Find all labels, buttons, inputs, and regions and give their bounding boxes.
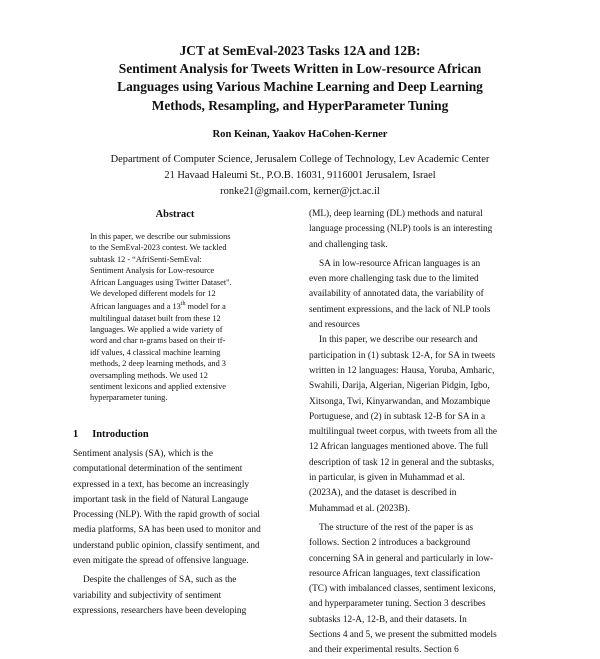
text-line: Swahili, Darija, Algerian, Nigerian Pidgin, Igbo, <box>309 381 490 392</box>
text-line: Xitsonga, Twi, Kinyarwandan, and Mozambique <box>309 396 491 407</box>
text-line: written in 12 languages: Hausa, Yoruba, Amharic, <box>309 365 495 376</box>
abstract-line: word and char n-grams based on their tf- <box>90 336 226 346</box>
section-heading-introduction <box>73 429 163 440</box>
abstract-line: oversampling methods. We used 12 <box>90 370 208 380</box>
text-line: variability and subjectivity of sentiment <box>73 590 222 601</box>
abstract-line: In this paper, we describe our submissions <box>90 232 231 241</box>
text-line: even more challenging task due to the limited <box>309 274 479 285</box>
text-line: language processing (NLP) tools is an interesting <box>309 224 493 235</box>
abstract-line: to the SemEval-2023 contest. We tackled <box>90 243 227 253</box>
text-line: expressed in a text, has become an increasingly <box>73 479 250 490</box>
text-line: computational determination of the sentiment <box>73 464 243 475</box>
text-line: Processing (NLP). With the rapid growth of social <box>73 510 260 521</box>
abstract-line: sentiment lexicons and applied extensive <box>90 382 226 392</box>
text-line: Sentiment analysis (SA), which is the <box>73 449 213 459</box>
text-line: expressions, researchers have been developing <box>73 605 247 616</box>
text-line: In this paper, we describe our research and <box>319 335 478 346</box>
title-line: JCT at SemEval-2023 Tasks 12A and 12B: <box>179 43 421 58</box>
text-line: multilingual tweet corpus, with tweets from all the <box>309 427 497 438</box>
text-line: 12 African languages mentioned above. The full <box>309 442 489 453</box>
abstract-line-part: model for a <box>185 302 226 312</box>
text-line: in particular, is given in Muhammad et al. <box>309 473 465 484</box>
abstract-line: idf values, 4 classical machine learning <box>90 347 221 357</box>
text-line: (TC) with imbalanced classes, sentiment lexicons, <box>309 584 496 595</box>
text-line: Despite the challenges of SA, such as the <box>83 575 237 586</box>
authors: Ron Keinan, Yaakov HaCohen-Kerner <box>212 129 388 140</box>
abstract-line: multilingual dataset built from these 12 <box>90 313 221 323</box>
affiliation-line: Department of Computer Science, Jerusalem College of Technology, Lev Academic Center <box>110 154 490 165</box>
text-line: description of task 12 in general and the subtasks, <box>309 457 495 468</box>
text-line: The structure of the rest of the paper is as <box>319 522 474 533</box>
abstract-line: African Languages using Twitter Dataset". <box>90 277 232 287</box>
text-line: understand public opinion, classify sentiment, and <box>73 540 260 551</box>
text-line: resource African languages, text classification <box>309 568 481 579</box>
ordinal-suffix: th <box>180 301 186 308</box>
text-line: even mitigate the spread of offensive language. <box>73 556 249 567</box>
text-line: media platforms, SA has been used to monitor and <box>73 525 261 536</box>
abstract-line: hyperparameter tuning. <box>90 393 168 403</box>
abstract-heading: Abstract <box>155 209 195 220</box>
text-line: and resources <box>309 320 360 331</box>
left-column-text <box>73 447 293 619</box>
email-line: ronke21@gmail.com, kerner@jct.ac.il <box>220 185 380 197</box>
text-line: sentiment expressions, and the lack of NLP tools <box>309 304 491 315</box>
text-line: availability of annotated data, the variability of <box>309 289 484 300</box>
abstract-body <box>90 231 261 404</box>
affiliation <box>40 152 560 199</box>
abstract-line <box>90 299 261 312</box>
abstract-line-part: African languages and a 13 <box>90 302 181 312</box>
text-line: and challenging task. <box>309 239 388 250</box>
section-title: Introduction <box>92 429 149 440</box>
section-number: 1 <box>73 429 79 440</box>
text-line: Muhammad et al. (2023B). <box>309 503 410 514</box>
text-line: follows. Section 2 introduces a background <box>309 538 471 549</box>
text-line: (ML), deep learning (DL) methods and natural <box>309 209 483 219</box>
abstract-line: We developed different models for 12 <box>90 289 216 299</box>
abstract-line: Sentiment Analysis for Low-resource <box>90 266 215 276</box>
text-line: important task in the field of Natural Langauge <box>73 494 249 505</box>
title-line: Languages using Various Machine Learning and Deep Learning <box>117 79 483 95</box>
text-line: concerning SA in general and particularly in low- <box>309 553 494 564</box>
text-line: Portuguese, and (2) in subtask 12-B for SA in a <box>309 411 486 422</box>
text-line: subtasks 12-A, 12-B, and their datasets. In <box>309 614 467 625</box>
abstract-line: methods, 2 deep learning methods, and 3 <box>90 359 226 369</box>
text-line: Sections 4 and 5, we present the submitted models <box>309 630 497 641</box>
abstract-line: subtask 12 - “AfriSenti-SemEval: <box>90 254 202 264</box>
text-line: participation in (1) subtask 12-A, for SA in tweets <box>309 350 496 361</box>
text-line: SA in low-resource African languages is an <box>319 258 481 269</box>
affiliation-line: 21 Havaad Haleumi St., P.O.B. 16031, 9116001 Jerusalem, Israel <box>164 169 436 181</box>
text-line: (2023A), and the dataset is described in <box>309 488 457 499</box>
title-line: Methods, Resampling, and HyperParameter Tuning <box>151 97 449 113</box>
right-column-text <box>309 207 531 659</box>
text-line: and their experimental results. Section 6 <box>309 645 459 656</box>
title-line: Sentiment Analysis for Tweets Written in Low-resource African <box>118 61 482 77</box>
paper-title <box>60 42 540 115</box>
abstract-line: languages. We applied a wide variety of <box>90 325 223 335</box>
text-line: and hyperparameter tuning. Section 3 describes <box>309 599 486 610</box>
